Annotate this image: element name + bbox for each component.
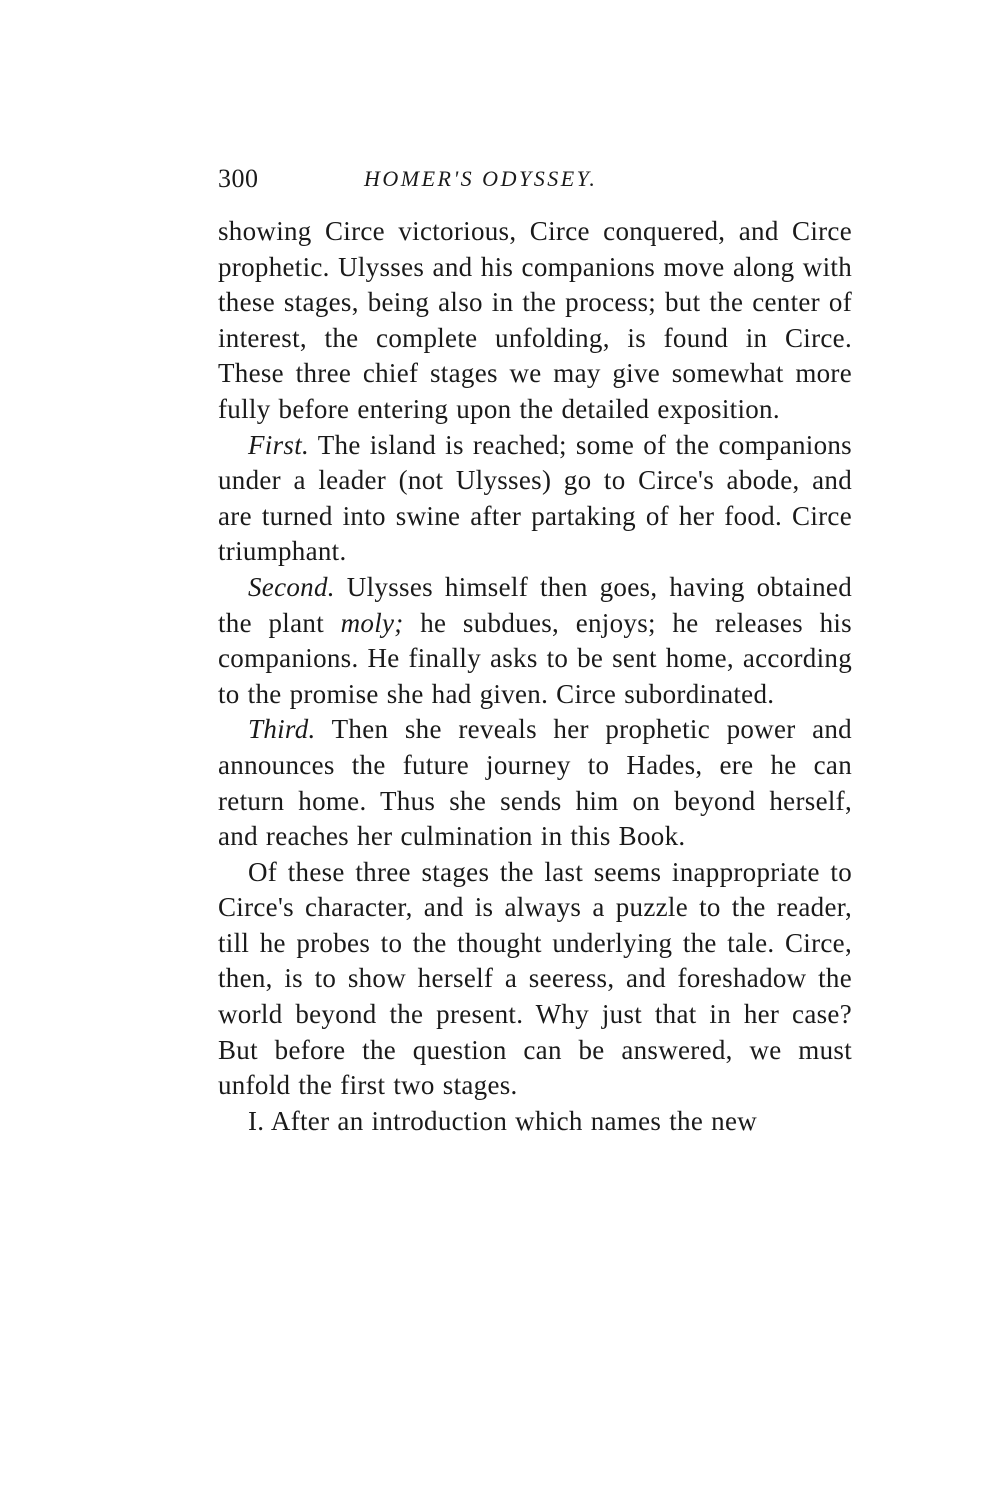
paragraph-lead: Second. <box>248 571 335 602</box>
paragraph-lead: First. <box>248 429 310 460</box>
emphasis-moly: moly; <box>340 607 404 638</box>
paragraph-text: Then she reveals her prophetic power and announces the future journey to Hades, ere he can return home. Thus she sends him on beyond herself, and reaches her culmination in this Book. <box>218 714 852 852</box>
paragraph-text: I. After an introduction which names the new <box>248 1105 758 1136</box>
paragraph-section-one <box>218 1104 852 1140</box>
paragraph-first-stage <box>218 428 852 570</box>
page-header <box>218 164 852 200</box>
page-body <box>218 214 852 1139</box>
page-number: 300 <box>218 164 259 193</box>
paragraph-text: Of these three stages the last seems inappropriate to Circe's character, and is always a puzzle to the reader, till he probes to the thought underlying the tale. Circe, then, is to show herself a seeress, and foreshadow the world beyond the present. Why just that in her case? But before the question can be answered, we must unfold the first two stages. <box>218 856 852 1101</box>
paragraph-lead: Third. <box>248 714 316 745</box>
paragraph-text: The island is reached; some of the companions under a leader (not Ulysses) go to Circe's abode, and are turned into swine after partaking of her food. Circe triumphant. <box>218 429 852 567</box>
paragraph-text: he subdues, enjoys; he releases his companions. He finally asks to be sent home, according to the promise she had given. Circe subordinated. <box>218 607 852 709</box>
paragraph-third-stage <box>218 712 852 854</box>
paragraph-three-stages <box>218 855 852 1104</box>
paragraph-continuation <box>218 214 852 428</box>
paragraph-second-stage <box>218 570 852 712</box>
paragraph-text: showing Circe victorious, Circe conquered, and Circe prophetic. Ulysses and his companions move along with these stages, being also in the process; but the center of interest, the complete unfolding, is found in Circe. These three chief stages we may give somewhat more fully before entering upon the detailed exposition. <box>218 216 852 424</box>
running-title: HOMER'S ODYSSEY. <box>364 166 598 191</box>
paragraph-text: Ulysses himself then goes, having obtained the plant <box>218 571 852 638</box>
